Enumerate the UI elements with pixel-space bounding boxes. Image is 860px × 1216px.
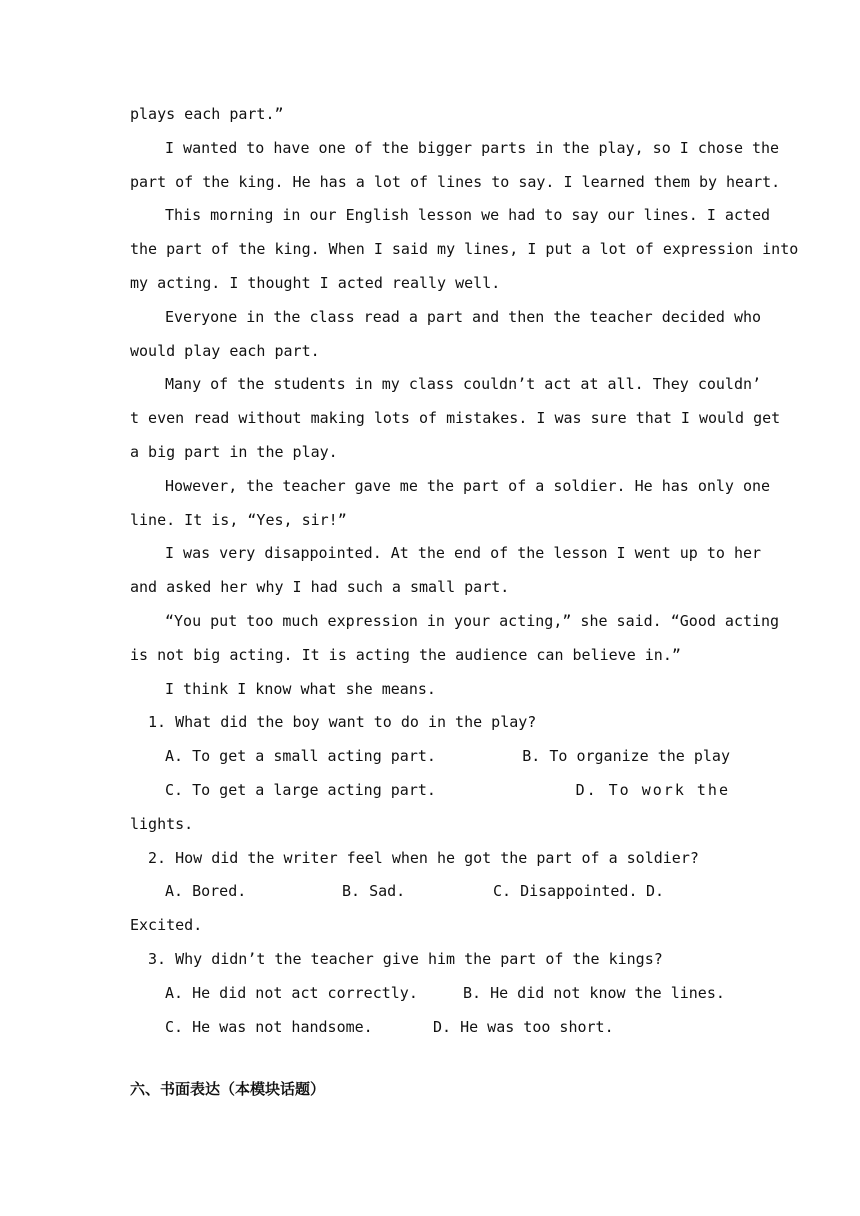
question-stem: 1. What did the boy want to do in the play? xyxy=(148,713,537,732)
passage-line: I was very disappointed. At the end of the lesson I went up to her xyxy=(165,544,762,563)
question-stem: 2. How did the writer feel when he got the part of a soldier? xyxy=(148,848,699,867)
passage-line: a big part in the play. xyxy=(130,442,338,461)
option-continuation: Excited. xyxy=(130,916,203,935)
reading-passage xyxy=(130,98,799,1044)
option-a: A. Bored. xyxy=(165,882,247,901)
option-row xyxy=(130,875,730,909)
option-continuation: lights. xyxy=(130,814,194,833)
option-a: A. He did not act correctly. xyxy=(165,983,418,1002)
option-b: B. He did not know the lines. xyxy=(463,983,725,1002)
option-d: D. To work the xyxy=(575,780,730,799)
option-b: B. To organize the play xyxy=(522,747,730,766)
passage-line: would play each part. xyxy=(130,341,320,360)
passage-line: and asked her why I had such a small part. xyxy=(130,578,510,597)
option-c: C. He was not handsome. xyxy=(165,1017,373,1036)
passage-line: Many of the students in my class couldn’t act at all. They couldn’ xyxy=(165,375,762,394)
passage-line: the part of the king. When I said my lines, I put a lot of expression into xyxy=(130,240,799,259)
passage-line: This morning in our English lesson we had to say our lines. I acted xyxy=(165,206,771,225)
passage-line: I wanted to have one of the bigger parts in the play, so I chose the xyxy=(165,138,780,157)
option-row xyxy=(130,977,730,1011)
passage-line: my acting. I thought I acted really well. xyxy=(130,273,501,292)
passage-line: However, the teacher gave me the part of a soldier. He has only one xyxy=(165,476,771,495)
option-row xyxy=(130,740,730,774)
passage-line: part of the king. He has a lot of lines to say. I learned them by heart. xyxy=(130,172,781,191)
option-a: A. To get a small acting part. xyxy=(165,747,436,766)
question-stem: 3. Why didn’t the teacher give him the part of the kings? xyxy=(148,949,663,968)
option-row xyxy=(130,1011,730,1045)
option-c: C. To get a large acting part. xyxy=(165,780,436,799)
passage-line: is not big acting. It is acting the audience can believe in.” xyxy=(130,645,681,664)
option-c: C. Disappointed. xyxy=(493,882,638,901)
passage-line: t even read without making lots of mistakes. I was sure that I would get xyxy=(130,409,781,428)
passage-line: plays each part.” xyxy=(130,105,284,123)
option-b: B. Sad. xyxy=(342,882,406,901)
option-row xyxy=(130,774,730,808)
passage-line: “You put too much expression in your acting,” she said. “Good acting xyxy=(165,611,780,630)
option-d: D. He was too short. xyxy=(433,1017,614,1036)
section-heading: 六、书面表达（本模块话题） xyxy=(130,1080,326,1098)
passage-line: line. It is, “Yes, sir!” xyxy=(130,510,347,529)
passage-line: I think I know what she means. xyxy=(165,679,436,698)
option-d: D. xyxy=(646,882,665,901)
passage-line: Everyone in the class read a part and then the teacher decided who xyxy=(165,307,762,326)
